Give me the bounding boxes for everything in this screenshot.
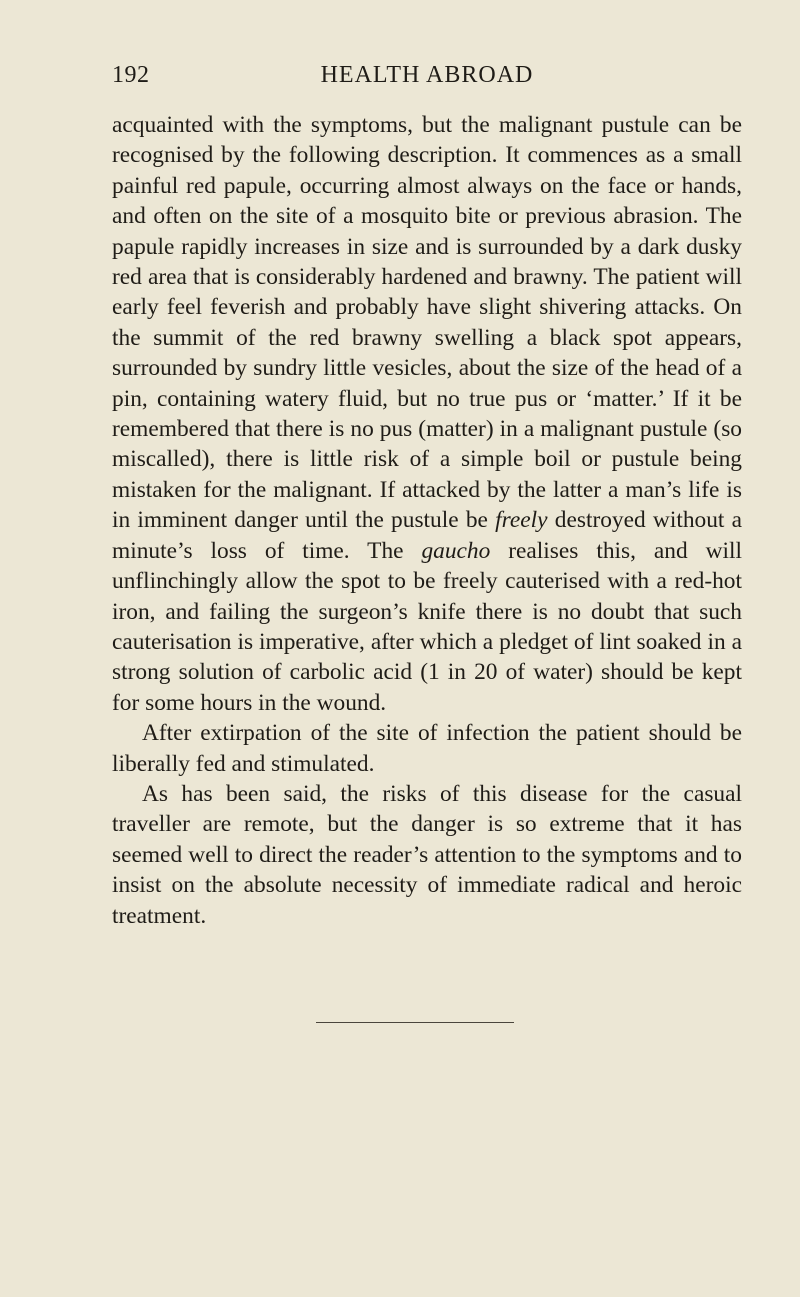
paragraph-1-text-start: acquainted with the symptoms, but the malignant pustule can be recognised by the following description. It commences as a small painful red papule, occurring almost always on the face or hands, and often on the site of a mosquito bite or previous abrasion. The papule rapidly increases in size and is surrounded by a dark dusky red area that is considerably hardened and brawny. The patient will early feel feverish and probably have slight shivering attacks. On the summit of the red brawny swelling a black spot appears, surrounded by sundry little vesicles, about the size of the head of a pin, containing watery fluid, but no true pus or ‘matter.’ If it be remembered that there is no pus (matter) in a malignant pustule (so miscalled), there is little risk of a simple boil or pustule being mistaken for the malignant. If attacked by the latter a man’s life is in imminent danger until the pustule be: [112, 112, 742, 534]
page-number: 192: [112, 62, 150, 88]
italic-gaucho: gaucho: [421, 537, 491, 564]
paragraph-extirpation: After extirpation of the site of infection the patient should be liberally fed and stimulated.: [112, 720, 742, 777]
section-end-rule: [316, 1022, 514, 1023]
italic-freely: freely: [495, 507, 548, 534]
paragraph-1-text-middle: destroyed without a minute’s loss of time. The: [112, 507, 743, 564]
paragraph-1-text-end: realises this, and will unflinchingly allow the spot to be freely cauterised with a red-hot iron, and failing the surgeon’s knife there is no doubt that such cauterisation is imperative, after which a pledget of lint soaked in a strong solution of carbolic acid (1 in 20 of water) should be kept for some hours in the wound.: [112, 537, 742, 716]
running-title: HEALTH ABROAD: [320, 62, 534, 88]
paragraph-conclusion: As has been said, the risks of this disease for the casual traveller are remote, but the danger is so extreme that it has seemed well to direct the reader’s attention to the symptoms and to insist on the absolute necessity of immediate radical and heroic treatment.: [112, 780, 742, 929]
paragraph-pustule-description: [112, 110, 742, 718]
body-text: [112, 110, 742, 931]
running-head: [112, 62, 742, 96]
